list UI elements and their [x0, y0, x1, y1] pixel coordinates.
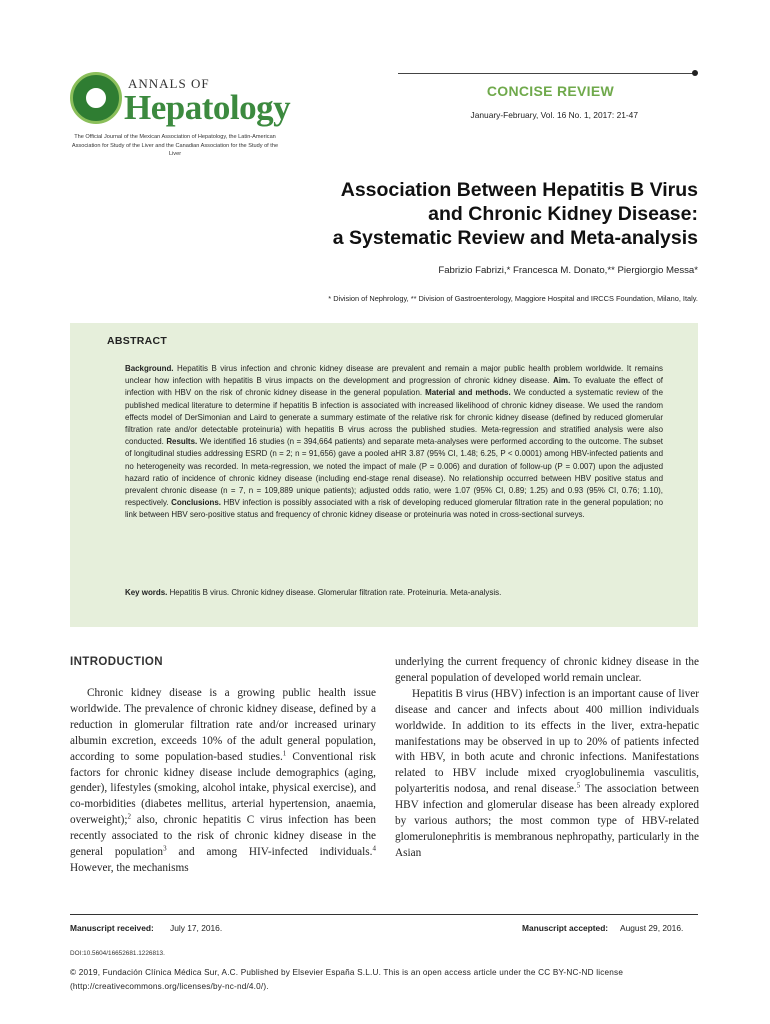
- citation-1[interactable]: 1: [282, 748, 287, 757]
- header-rule: [398, 73, 694, 74]
- title-line-3: a Systematic Review and Meta-analysis: [332, 227, 698, 249]
- keywords-label: Key words.: [125, 588, 168, 597]
- received-date: July 17, 2016.: [170, 923, 223, 933]
- license-notice: © 2019, Fundación Clínica Médica Sur, A.C. Published by Elsevier España S.L.U. This is an open access article under the CC BY-NC-ND license (http://creativecommons.org/licenses/by-nc-nd/4.0/).: [70, 968, 624, 991]
- introduction-heading: INTRODUCTION: [70, 656, 163, 668]
- body-column-right: [395, 655, 699, 862]
- keywords-text: Hepatitis B virus. Chronic kidney disease. Glomerular filtration rate. Proteinuria. Meta-analysis.: [167, 588, 502, 597]
- abstract-body: [125, 363, 663, 522]
- aim-text: To evaluate the effect of infection with HBV on the risk of chronic kidney disease in the general population.: [125, 376, 663, 398]
- footer-rule: [70, 914, 698, 915]
- hbv-text-b: The association between HBV infection and glomerular disease has been already explored by various authors; the most common type of HBV-related glomerulonephritis is membranous nephropathy, particularly in the Asian: [395, 783, 699, 859]
- conclusions-label: Conclusions.: [171, 498, 221, 508]
- citation-4[interactable]: 4: [372, 844, 376, 853]
- background-label: Background.: [125, 364, 174, 373]
- citation-5[interactable]: 5: [576, 781, 581, 790]
- results-label: Results.: [166, 437, 198, 447]
- conclusions-text: HBV infection is possibly associated with a risk of developing reduced glomerular filtration rate in the general population; no link between HBV sero-positive status and frequency of chronic kidney disease or proteinuria was noted in cross-sectional surveys.: [125, 498, 663, 520]
- methods-label: Material and methods.: [425, 388, 511, 398]
- doi[interactable]: DOI:10.5604/16652681.1226813.: [70, 950, 165, 957]
- body-column-left: [70, 686, 376, 877]
- intro-text-c: also, chronic hepatitis C virus infection has been recently associated to the risk of chronic kidney disease in the general population: [70, 814, 376, 859]
- intro-paragraph-continued: underlying the current frequency of chronic kidney disease in the general population of developed world remain unclear.: [395, 656, 699, 684]
- author-list: Fabrizio Fabrizi,* Francesca M. Donato,** Piergiorgio Messa*: [438, 265, 698, 276]
- section-label: CONCISE REVIEW: [486, 83, 614, 99]
- results-text: We identified 16 studies (n = 394,664 patients) and separate meta-analyses were performed according to the outcome. The subset of longitudinal studies addressing ESRD (n = 2; n = 91,656) gave a pooled aHR 3.87 (95% CI, 1.48; 6.25, P < 0.0001) among HBV-infected patients and no heterogeneity was recorded. In meta-regression, we noted the impact of male (P = 0.006) and duration of follow-up (P = 0.007) upon the adjusted hazard ratio of incidence of chronic kidney disease (including end-stage renal disease). No relationship occurred between HBV positive status and prevalent chronic disease (n = 7, n = 109,889 unique patients); adjusted odds ratio, were 1.07 (95% CI, 0.89; 1.25) and 0.93 (95% CI, 0.76; 1.10), respectively.: [125, 437, 663, 508]
- accepted-date: August 29, 2016.: [620, 923, 684, 933]
- intro-text-d: and among HIV-infected individuals.: [166, 846, 373, 859]
- citation-3[interactable]: 3: [163, 844, 167, 853]
- received-label: Manuscript received:: [70, 923, 154, 933]
- journal-name: Hepatology: [124, 88, 291, 127]
- hbv-text-a: Hepatitis B virus (HBV) infection is an important cause of liver disease and cancer and infects about 400 million individuals worldwide. In addition to its effects in the liver, extra-hepatic manifestations may be observed in up to 20% of patients infected with HBV, in both acute and chronic infections. Manifestations related to HBV include mixed cryoglobulinemia vasculitis, polyarteritis nodosa, and renal disease.: [395, 687, 699, 796]
- accepted-label: Manuscript accepted:: [522, 923, 609, 933]
- aim-label: Aim.: [552, 376, 571, 386]
- citation-2[interactable]: 2: [127, 812, 131, 821]
- intro-paragraph-1: [70, 686, 376, 877]
- intro-text-a: Chronic kidney disease is a growing public health issue worldwide. The prevalence of chronic kidney disease, defined by a reduction in glomerular filtration rate and/or increased urinary albumin excretion, exceeds 10% of the adult general population, according to some population-based studies.: [70, 687, 376, 763]
- methods-text: We conducted a systematic review of the published medical literature to determine if hepatitis B infection is associated with increased likelihood of chronic kidney disease. We used the random effects model of DerSimonian and Laird to generate a summary estimate of the relative risk for chronic kidney disease (defined by reduced glomerular filtration rate and/or detectable proteinuria) with hepatitis B virus across the published studies. Meta-regression and stratified analysis were also conducted.: [125, 388, 663, 447]
- abstract-heading: ABSTRACT: [107, 335, 168, 347]
- intro-paragraph-2: [395, 687, 699, 862]
- title-line-1: Association Between Hepatitis B Virus: [340, 179, 698, 201]
- issue-line: January-February, Vol. 16 No. 1, 2017: 21-47: [470, 110, 638, 120]
- intro-text-b: Conventional risk factors for chronic kidney disease include demographics (aging, gender), lifestyles (smoking, alcohol intake, physical exercise), and co-morbidities (diabetes mellitus, arterial hypertension, anaemia, overweight);: [70, 750, 376, 827]
- title-line-2: and Chronic Kidney Disease:: [428, 203, 698, 225]
- article-title: [200, 178, 698, 250]
- keywords: [125, 587, 663, 599]
- journal-tagline: The Official Journal of the Mexican Association of Hepatology, the Latin-American Association for Study of the Liver and the Canadian Association for the Study of the Liver: [71, 134, 279, 157]
- header-rule-dot: [692, 70, 698, 76]
- background-text: Hepatitis B virus infection and chronic kidney disease are prevalent and remain a major public health problem worldwide. It remains unclear how infection with hepatitis B virus impacts on the development and progression of chronic kidney disease.: [125, 364, 663, 386]
- affiliations: * Division of Nephrology, ** Division of Gastroenterology, Maggiore Hospital and IRCCS Foundation, Milano, Italy.: [328, 294, 698, 303]
- intro-text-e: However, the mechanisms: [70, 861, 189, 874]
- journal-logo-seal: [70, 72, 122, 124]
- journal-name-prefix: ANNALS OF: [128, 76, 210, 91]
